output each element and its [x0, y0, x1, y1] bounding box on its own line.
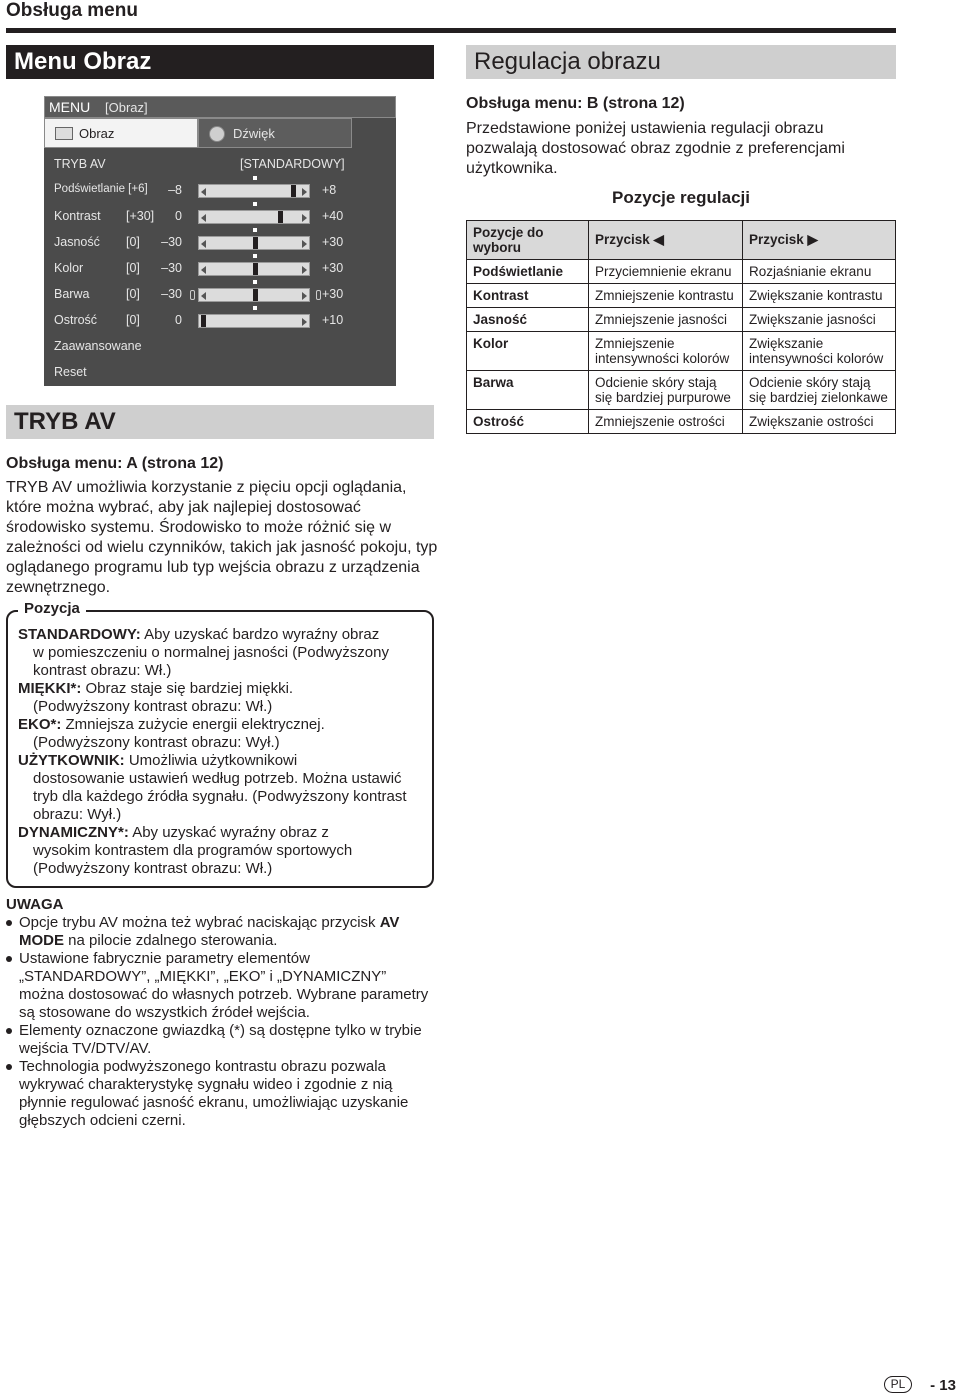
arrow-right-icon — [302, 188, 307, 196]
menu-row-label: Podświetlanie [+6] — [54, 183, 148, 195]
pozycja-term: STANDARDOWY: — [18, 626, 141, 643]
uwaga-text: na pilocie zdalnego sterowania. — [64, 932, 278, 949]
menu-slider[interactable] — [198, 288, 310, 302]
menu-slider[interactable] — [198, 210, 310, 224]
arrow-right-icon — [302, 318, 307, 326]
menu-topbar — [44, 96, 396, 118]
arrow-right-icon — [302, 266, 307, 274]
menu-slider[interactable] — [198, 184, 310, 198]
menu-row[interactable] — [44, 282, 352, 308]
tab-obraz-label: Obraz — [79, 126, 115, 141]
table-row — [467, 410, 896, 434]
slider-center-mark — [253, 254, 257, 258]
menu-row-min: 0 — [175, 209, 182, 223]
menu-row[interactable] — [44, 334, 352, 360]
menu-row-value: [0] — [126, 235, 140, 249]
menu-row-min: –30 — [161, 287, 182, 301]
table-cell: Podświetlanie — [467, 260, 589, 284]
menu-row-label: Kolor — [54, 261, 84, 275]
arrow-right-icon — [302, 240, 307, 248]
menu-row[interactable] — [44, 256, 352, 282]
pozycja-item — [18, 680, 424, 716]
pozycja-item — [18, 752, 424, 824]
pozycja-text: w pomieszczeniu o normalnej jasności (Podwyższony kontrast obrazu: Wł.) — [33, 644, 389, 679]
uwaga-item: Ustawione fabrycznie parametry elementów „STANDARDOWY”, „MIĘKKI”, „EKO” i „DYNAMICZNY” można dostosować do własnych potrzeb. Wybrane parametry są stosowane do wszystkich źródeł wejścia. — [6, 950, 434, 1022]
header-rule — [6, 28, 896, 33]
pozycja-term: DYNAMICZNY*: — [18, 824, 129, 841]
pozycja-text: (Podwyższony kontrast obrazu: Wł.) — [33, 698, 273, 715]
lock-icon — [316, 290, 321, 300]
menu-row-label: Jasność — [54, 235, 100, 249]
pozycja-list — [18, 626, 424, 878]
menu-row-max: +30 — [322, 261, 344, 275]
table-cell: Odcienie skóry stają się bardziej purpurowe — [589, 371, 743, 410]
menu-row-max: +40 — [322, 209, 344, 223]
menu-slider[interactable] — [198, 314, 310, 328]
uwaga-section — [6, 896, 434, 1130]
slider-thumb[interactable] — [253, 289, 258, 301]
table-cell: Zwiększanie jasności — [743, 308, 896, 332]
header-cell: Przycisk ▶ — [743, 221, 896, 260]
av-mode-button-label: AV MODE — [19, 914, 400, 949]
menu-row-max: +8 — [322, 183, 337, 197]
table-cell: Rozjaśnianie ekranu — [743, 260, 896, 284]
header-cell: Przycisk ◀ — [589, 221, 743, 260]
table-row — [467, 308, 896, 332]
pozycja-text: wysokim kontrastem dla programów sportowych (Podwyższony kontrast obrazu: Wł.) — [33, 842, 353, 877]
arrow-left-icon — [201, 292, 206, 300]
menu-row-label: Barwa — [54, 287, 90, 301]
tryb-av-title: TRYB AV — [6, 405, 434, 439]
menu-slider[interactable] — [198, 236, 310, 250]
menu-word: MENU — [49, 99, 91, 115]
tryb-av-paragraph: TRYB AV umożliwia korzystanie z pięciu opcji oglądania, które można wybrać, aby jak najlepiej dostosować środowisko systemu. Środowisko to może różnić się w zależności od wielu czynników, takich jak jasność pokoju, typ oglądanego programu lub typ wejścia obrazu z urządzenia zewnętrznego. — [6, 479, 438, 596]
menu-row-max: +30 — [322, 287, 344, 301]
menu-row[interactable] — [44, 230, 352, 256]
pozycja-term: UŻYTKOWNIK: — [18, 752, 125, 769]
menu-row-min: 0 — [175, 313, 182, 327]
menu-row-value: [0] — [126, 287, 140, 301]
speaker-icon — [209, 126, 225, 142]
table-cell: Zmniejszenie kontrastu — [589, 284, 743, 308]
menu-slider[interactable] — [198, 262, 310, 276]
pozycja-text: Umożliwia użytkownikowi — [128, 752, 298, 769]
tab-obraz[interactable] — [44, 118, 198, 148]
pozycja-text: Zmniejsza zużycie energii elektrycznej. — [65, 716, 325, 733]
menu-screen — [44, 96, 396, 386]
uwaga-item: Technologia podwyższonego kontrastu obrazu pozwala wykrywać charakterystykę sygnału wideo i zgodnie z nią płynnie regulować jasność ekranu, umożliwiając uzyskanie głębszych odcieni czerni. — [6, 1058, 434, 1130]
regulacja-table — [466, 220, 896, 434]
uwaga-text: Opcje trybu AV można też wybrać naciskając przycisk — [19, 914, 380, 931]
menu-row-max: [STANDARDOWY] — [240, 157, 345, 171]
arrow-left-icon — [201, 240, 206, 248]
table-row — [467, 284, 896, 308]
table-row — [467, 332, 896, 371]
arrow-left-icon — [201, 214, 206, 222]
table-cell: Barwa — [467, 371, 589, 410]
slider-thumb[interactable] — [291, 185, 296, 197]
menu-row-max: +10 — [322, 313, 344, 327]
tab-dzwiek-label: Dźwięk — [233, 126, 275, 141]
table-cell: Kolor — [467, 332, 589, 371]
menu-row-label: Zaawansowane — [54, 339, 142, 353]
menu-row-label: Kontrast — [54, 209, 101, 223]
arrow-left-icon — [201, 188, 206, 196]
menu-row[interactable] — [44, 152, 352, 178]
pozycja-label: Pozycja — [18, 600, 86, 617]
uwaga-item: Elementy oznaczone gwiazdką (*) są dostępne tylko w trybie wejścia TV/DTV/AV. — [6, 1022, 434, 1058]
slider-center-mark — [253, 306, 257, 310]
table-cell: Przyciemnienie ekranu — [589, 260, 743, 284]
menu-row[interactable] — [44, 360, 352, 386]
table-row — [467, 260, 896, 284]
menu-row-min: –30 — [161, 261, 182, 275]
slider-center-mark — [253, 228, 257, 232]
pozycja-item — [18, 824, 424, 878]
table-cell: Zwiększanie intensywności kolorów — [743, 332, 896, 371]
menu-sub: [Obraz] — [105, 100, 148, 115]
pozycja-text: (Podwyższony kontrast obrazu: Wył.) — [33, 734, 280, 751]
menu-row-label: Ostrość — [54, 313, 98, 327]
pozycja-text: Obraz staje się bardziej miękki. — [85, 680, 294, 697]
table-cell: Zmniejszenie intensywności kolorów — [589, 332, 743, 371]
slider-thumb[interactable] — [253, 263, 258, 275]
menu-row-max: +30 — [322, 235, 344, 249]
page-number: - 13 — [930, 1377, 956, 1394]
menu-row-label: TRYB AV — [54, 157, 106, 171]
slider-thumb[interactable] — [201, 315, 206, 327]
menu-tabs — [44, 118, 352, 148]
menu-row-min: –8 — [168, 183, 182, 197]
slider-center-mark — [253, 280, 257, 284]
table-cell: Ostrość — [467, 410, 589, 434]
page-header: Obsługa menu — [6, 0, 138, 21]
pozycja-term: EKO*: — [18, 716, 62, 733]
table-cell: Jasność — [467, 308, 589, 332]
menu-row-min: –30 — [161, 235, 182, 249]
table-header-row — [467, 221, 896, 260]
slider-center-mark — [253, 202, 257, 206]
uwaga-item — [6, 914, 434, 950]
menu-row-value: [+30] — [126, 209, 155, 223]
table-cell: Zwiększanie ostrości — [743, 410, 896, 434]
menu-row[interactable] — [44, 204, 352, 230]
table-cell: Kontrast — [467, 284, 589, 308]
arrow-right-icon — [302, 214, 307, 222]
menu-row[interactable] — [44, 178, 352, 204]
regulacja-paragraph: Przedstawione poniżej ustawienia regulacji obrazu pozwalają dostosować obraz zgodnie z preferencjami użytkownika. — [466, 120, 845, 177]
table-cell: Zmniejszenie ostrości — [589, 410, 743, 434]
menu-row-label: Reset — [54, 365, 87, 379]
slider-thumb[interactable] — [253, 237, 258, 249]
menu-row[interactable] — [44, 308, 352, 334]
regulacja-subtitle: Obsługa menu: B (strona 12) — [466, 95, 685, 112]
pozycja-text: Aby uzyskać wyraźny obraz z — [132, 824, 329, 841]
pozycja-text: Aby uzyskać bardzo wyraźny obraz — [144, 626, 380, 643]
arrow-right-icon — [302, 292, 307, 300]
tab-dzwiek[interactable] — [198, 118, 352, 148]
table-cell: Zwiększanie kontrastu — [743, 284, 896, 308]
table-row — [467, 371, 896, 410]
header-cell: Pozycje do wyboru — [467, 221, 589, 260]
uwaga-title: UWAGA — [6, 896, 64, 913]
language-badge: PL — [884, 1376, 912, 1393]
arrow-left-icon — [201, 266, 206, 274]
table-cell: Zmniejszenie jasności — [589, 308, 743, 332]
menu-row-value: [0] — [126, 313, 140, 327]
menu-row-value: [0] — [126, 261, 140, 275]
pozycja-term: MIĘKKI*: — [18, 680, 82, 697]
slider-center-mark — [253, 176, 257, 180]
table-title: Pozycje regulacji — [612, 188, 750, 207]
lock-icon — [190, 290, 195, 300]
slider-thumb[interactable] — [278, 211, 283, 223]
menu-obraz-title: Menu Obraz — [6, 45, 434, 79]
table-cell: Odcienie skóry stają się bardziej zielonkawe — [743, 371, 896, 410]
pozycja-item — [18, 716, 424, 752]
tryb-av-subtitle: Obsługa menu: A (strona 12) — [6, 455, 224, 472]
regulacja-title: Regulacja obrazu — [466, 45, 896, 79]
picture-icon — [55, 127, 73, 140]
pozycja-item — [18, 626, 424, 680]
pozycja-text: dostosowanie ustawień według potrzeb. Można ustawić tryb dla każdego źródła sygnału. (Podwyższony kontrast obrazu: Wył.) — [33, 770, 407, 823]
